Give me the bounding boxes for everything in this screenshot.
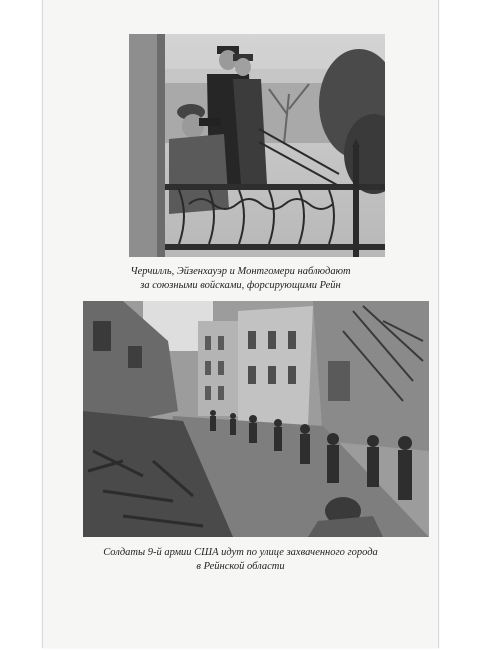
caption-2-line-2: в Рейнской области [196, 561, 285, 572]
caption-2-line-1: Солдаты 9-й армии США идут по улице захваченного города [103, 547, 378, 558]
caption-1-line-1: Черчилль, Эйзенхауэр и Монтгомери наблюдают [130, 266, 351, 277]
book-page [42, 0, 439, 648]
caption-photo-1 [43, 265, 438, 293]
photo-leaders-balcony [129, 34, 385, 257]
photo-soldiers-street [83, 301, 429, 537]
caption-photo-2 [43, 546, 438, 574]
caption-1-line-2: за союзными войсками, форсирующими Рейн [140, 280, 341, 291]
